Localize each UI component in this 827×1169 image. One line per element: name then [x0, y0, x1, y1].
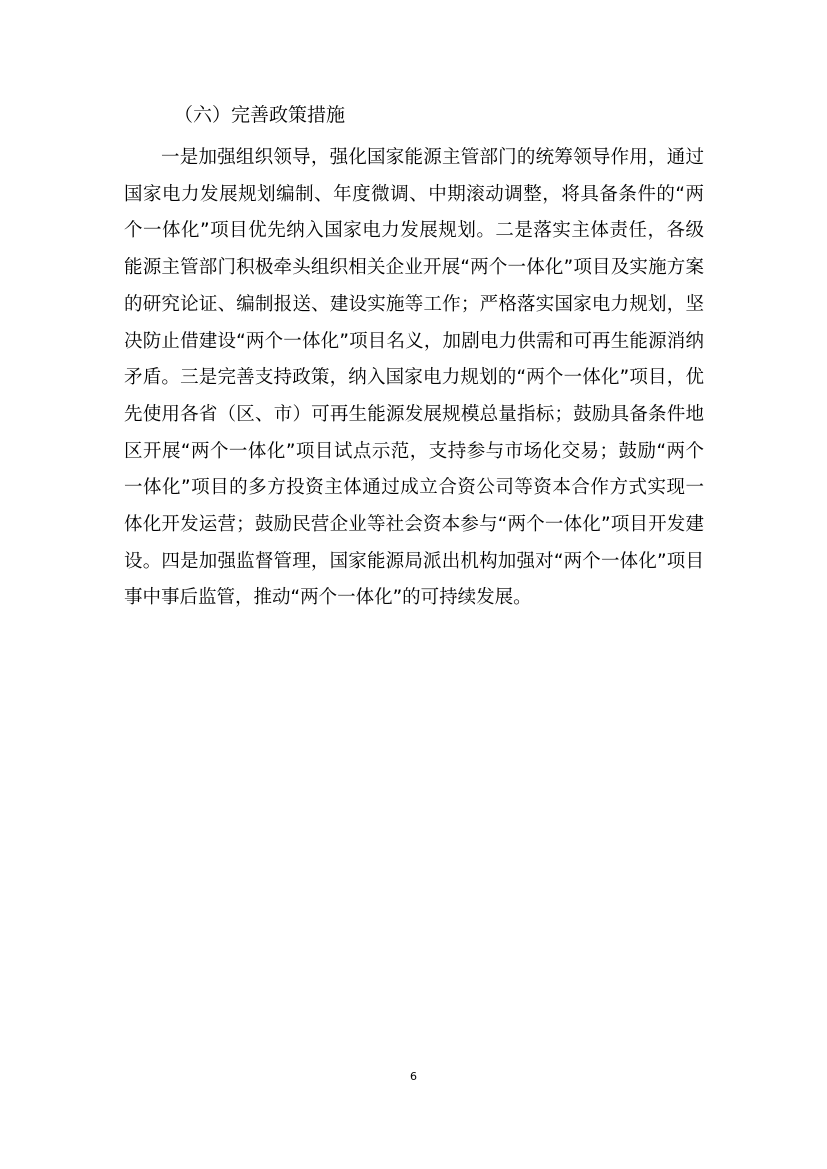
page-number: 6 [410, 1070, 417, 1083]
section-heading: （六）完善政策措施 [174, 104, 346, 126]
body-paragraph: 一是加强组织领导，强化国家能源主管部门的统筹领导作用，通过国家电力发展规划编制、年度微调、中期滚动调整，将具备条件的“两个一体化”项目优先纳入国家电力发展规划。二是落实主体责任，各级能源主管部门积极牵头组织相关企业开展“两个一体化”项目及实施方案的研究论证、编制报送、建设实施等工作；严格落实国家电力规划，坚决防止借建设“两个一体化”项目名义，加剧电力供需和可再生能源消纳矛盾。三是完善支持政策，纳入国家电力规划的“两个一体化”项目，优先使用各省（区、市）可再生能源发展规模总量指标；鼓励具备条件地区开展“两个一体化”项目试点示范，支持参与市场化交易；鼓励“两个一体化”项目的多方投资主体通过成立合资公司等资本合作方式实现一体化开发运营；鼓励民营企业等社会资本参与“两个一体化”项目开发建设。四是加强监督管理，国家能源局派出机构加强对“两个一体化”项目事中事后监管，推动“两个一体化”的可持续发展。 [124, 147, 704, 609]
